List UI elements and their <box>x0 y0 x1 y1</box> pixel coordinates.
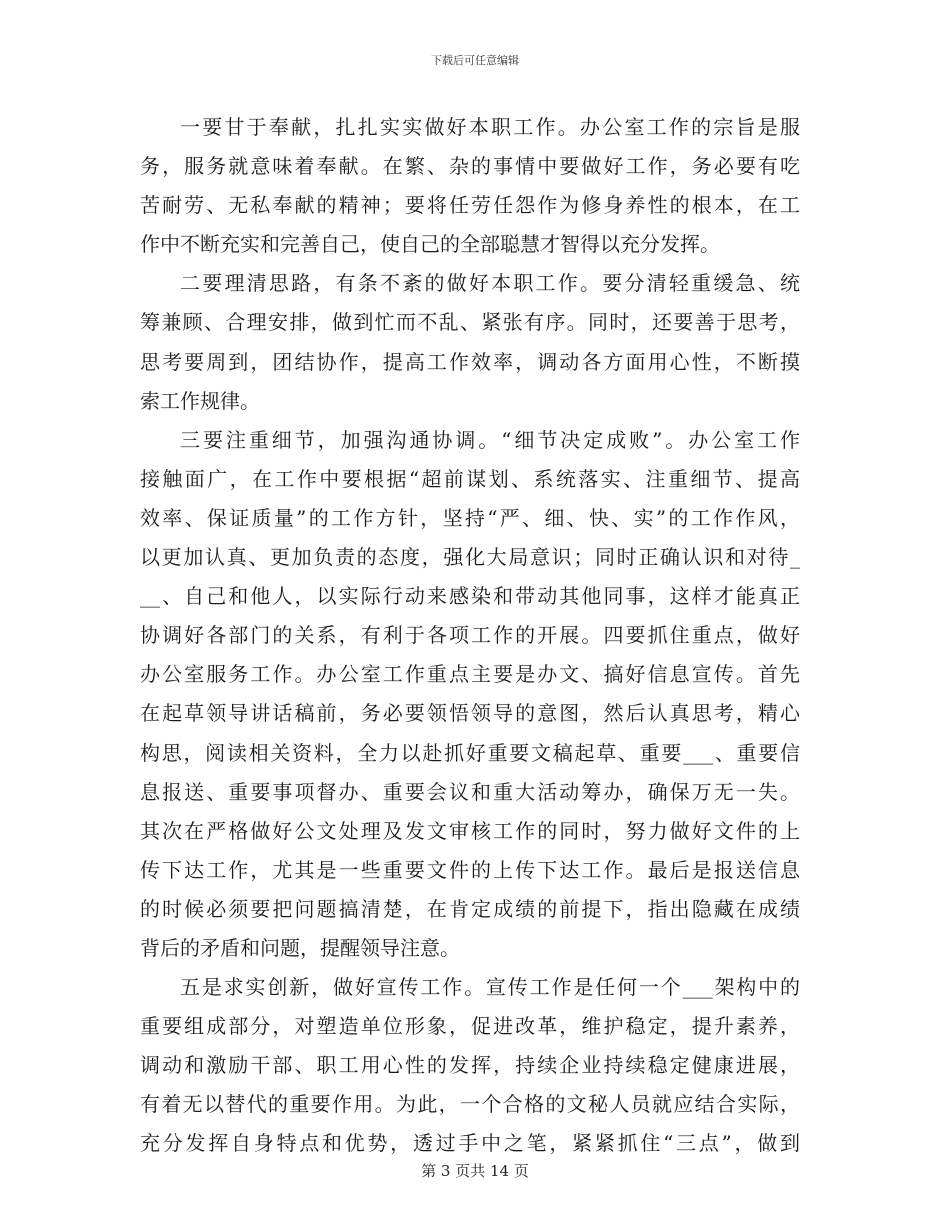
page-number-footer: 第 3 页共 14 页 <box>421 1162 529 1180</box>
text-line: 五是求实创新，做好宣传工作。宣传工作是任何一个___架构中的 <box>180 975 800 1000</box>
page-header: 下载后可任意编辑 <box>431 54 519 67</box>
text-line: 筹兼顾、合理安排，做到忙而不乱、紧张有序。同时，还要善于思考， <box>140 310 800 335</box>
text-line: 接触面广，在工作中要根据“超前谋划、系统落实、注重细节、提高 <box>140 466 800 491</box>
text-line: 苦耐劳、无私奉献的精神；要将任劳任怨作为修身养性的根本，在工 <box>140 193 800 218</box>
text-line: 索工作规律。 <box>140 388 260 413</box>
text-line: __、自己和他人，以实际行动来感染和带动其他同事，这样才能真正 <box>140 584 800 609</box>
text-line: 其次在严格做好公文处理及发文审核工作的同时，努力做好文件的上 <box>140 818 800 843</box>
text-line: 在起草领导讲话稿前，务必要领悟领导的意图，然后认真思考，精心 <box>140 701 800 726</box>
text-line: 有着无以替代的重要作用。为此，一个合格的文秘人员就应结合实际， <box>140 1092 800 1117</box>
document-body <box>140 108 800 1164</box>
text-line: 以更加认真、更加负责的态度，强化大局意识；同时正确认识和对待_ <box>140 545 800 570</box>
text-line: 重要组成部分，对塑造单位形象，促进改革，维护稳定，提升素养， <box>140 1014 800 1039</box>
text-line: 一要甘于奉献，扎扎实实做好本职工作。办公室工作的宗旨是服 <box>180 115 800 139</box>
text-line: 构思，阅读相关资料，全力以赴抓好重要文稿起草、重要___、重要信 <box>140 740 800 765</box>
text-line: 调动和激励干部、职工用心性的发挥，持续企业持续稳定健康进展， <box>140 1053 800 1078</box>
text-line: 息报送、重要事项督办、重要会议和重大活动筹办，确保万无一失。 <box>140 779 800 804</box>
text-line: 效率、保证质量”的工作方针，坚持“严、细、快、实”的工作作风， <box>140 505 800 530</box>
text-line: 三要注重细节，加强沟通协调。“细节决定成败”。办公室工作 <box>180 427 800 452</box>
text-line: 办公室服务工作。办公室工作重点主要是办文、搞好信息宣传。首先 <box>140 662 800 687</box>
text-line: 二要理清思路，有条不紊的做好本职工作。要分清轻重缓急、统 <box>180 271 800 296</box>
text-line: 协调好各部门的关系，有利于各项工作的开展。四要抓住重点，做好 <box>140 623 800 648</box>
text-line: 传下达工作，尤其是一些重要文件的上传下达工作。最后是报送信息 <box>140 857 800 882</box>
text-line: 务，服务就意味着奉献。在繁、杂的事情中要做好工作，务必要有吃 <box>140 154 800 179</box>
text-line: 背后的矛盾和问题，提醒领导注意。 <box>140 935 460 960</box>
text-line: 的时候必须要把问题搞清楚，在肯定成绩的前提下，指出隐藏在成绩 <box>140 896 800 921</box>
text-line: 充分发挥自身特点和优势，透过手中之笔，紧紧抓住“三点”，做到 <box>140 1131 800 1156</box>
text-line: 思考要周到，团结协作，提高工作效率，调动各方面用心性，不断摸 <box>140 349 800 374</box>
text-line: 作中不断充实和完善自己，使自己的全部聪慧才智得以充分发挥。 <box>140 232 720 257</box>
